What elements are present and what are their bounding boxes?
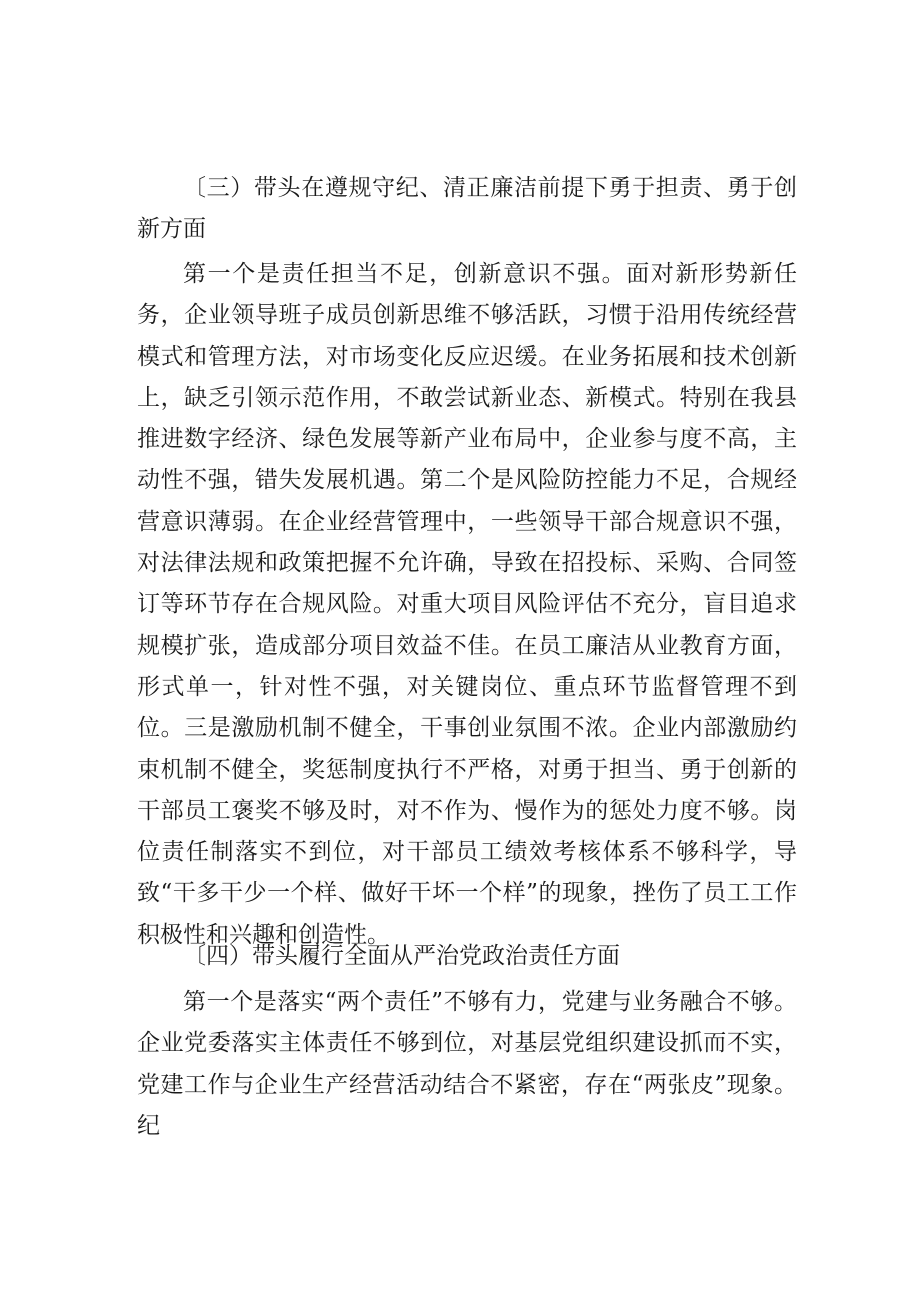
section-4-heading: 〔四）带头履行全面从严治党政治责任方面 xyxy=(183,943,620,969)
section-3-paragraph: 第一个是责任担当不足，创新意识不强。面对新形势新任务，企业领导班子成员创新思维不够活跃，习惯于沿用传统经营模式和管理方法，对市场变化反应迟缓。在业务拓展和技术创新上，缺乏引领示范作用，不敢尝试新业态、新模式。特别在我县推进数字经济、绿色发展等新产业布局中，企业参与度不高，主动性不强，错失发展机遇。第二个是风险防控能力不足，合规经营意识薄弱。在企业经营管理中，一些领导干部合规意识不强，对法律法规和政策把握不允许确，导致在招投标、采购、合同签订等环节存在合规风险。对重大项目风险评估不充分，盲目追求规模扩张，造成部分项目效益不佳。在员工廉洁从业教育方面，形式单一，针对性不强，对关键岗位、重点环节监督管理不到位。三是激励机制不健全，干事创业氛围不浓。企业内部激励约束机制不健全，奖惩制度执行不严格，对勇于担当、勇于创新的干部员工褒奖不够及时，对不作为、慢作为的惩处力度不够。岗位责任制落实不到位，对干部员工绩效考核体系不够科学，导致“干多干少一个样、做好干坏一个样”的现象，挫伤了员工工作积极性和兴趣和创造性。 xyxy=(137,261,797,948)
section-4-paragraph: 第一个是落实“两个责任”不够有力，党建与业务融合不够。企业党委落实主体责任不够到位，对基层党组织建设抓而不实，党建工作与企业生产经营活动结合不紧密，存在“两张皮”现象。纪 xyxy=(137,989,797,1139)
section-3-heading: 〔三）带头在遵规守纪、清正廉洁前提下勇于担责、勇于创新方面 xyxy=(137,175,797,243)
